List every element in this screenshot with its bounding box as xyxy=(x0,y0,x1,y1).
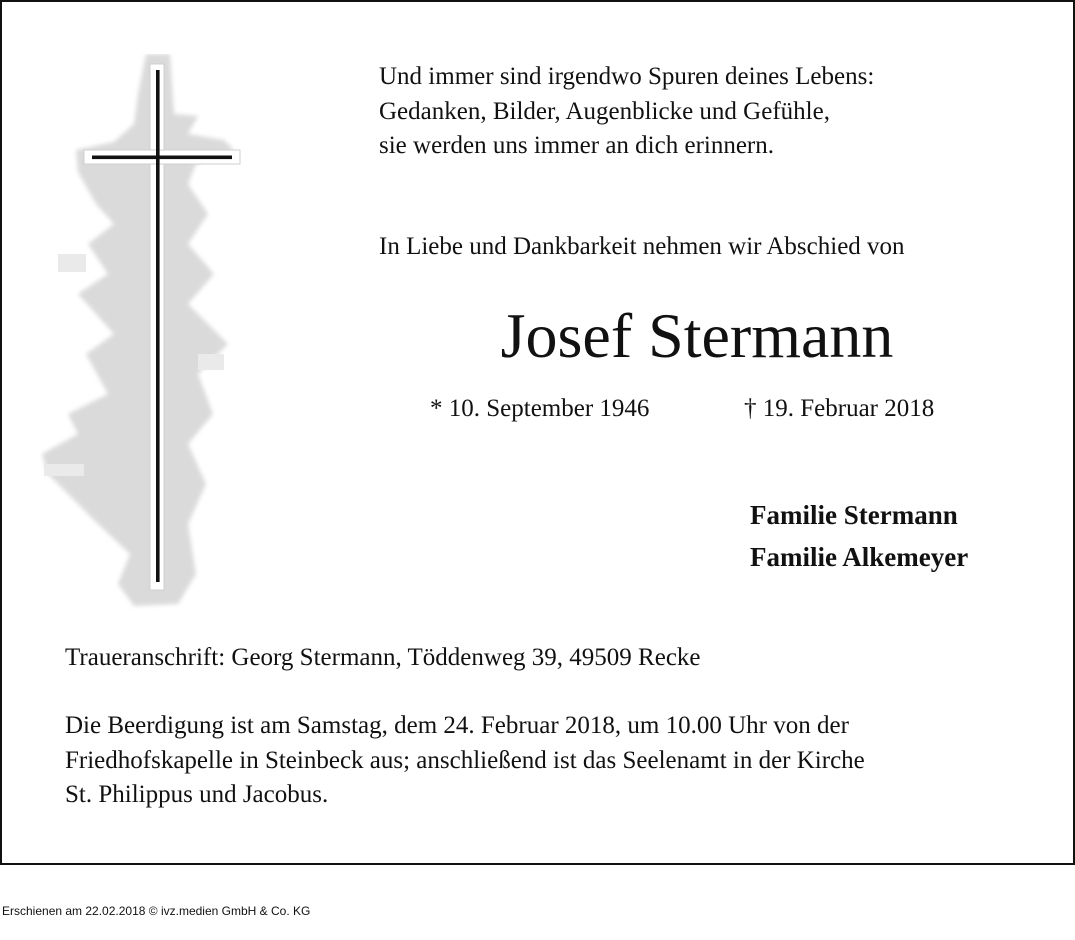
funeral-line: Die Beerdigung ist am Samstag, dem 24. Februar 2018, um 10.00 Uhr von der xyxy=(65,712,849,739)
birth-date: * 10. September 1946 xyxy=(430,395,650,422)
poem-line: Und immer sind irgendwo Spuren deines Lebens: xyxy=(379,63,875,90)
funeral-line: Friedhofskapelle in Steinbeck aus; anschließend ist das Seelenamt in der Kirche xyxy=(65,746,865,774)
death-date: † 19. Februar 2018 xyxy=(744,395,935,422)
poem-line: sie werden uns immer an dich erinnern. xyxy=(379,132,775,159)
cross-icon xyxy=(38,54,248,614)
poem-verse xyxy=(379,60,1019,164)
mourning-families xyxy=(750,494,968,578)
publication-credit: Erschienen am 22.02.2018 © ivz.medien GmbH & Co. KG xyxy=(2,904,311,918)
family-name: Familie Stermann xyxy=(750,500,958,530)
mourning-address: Traueranschrift: Georg Stermann, Töddenweg 39, 49509 Recke xyxy=(65,644,701,671)
farewell-intro: In Liebe und Dankbarkeit nehmen wir Abschied von xyxy=(379,233,905,260)
poem-line: Gedanken, Bilder, Augenblicke und Gefühle, xyxy=(379,97,830,125)
family-name: Familie Alkemeyer xyxy=(750,542,969,572)
funeral-details xyxy=(65,709,1025,813)
deceased-name: Josef Stermann xyxy=(500,300,894,371)
funeral-line: St. Philippus und Jacobus. xyxy=(65,781,329,808)
